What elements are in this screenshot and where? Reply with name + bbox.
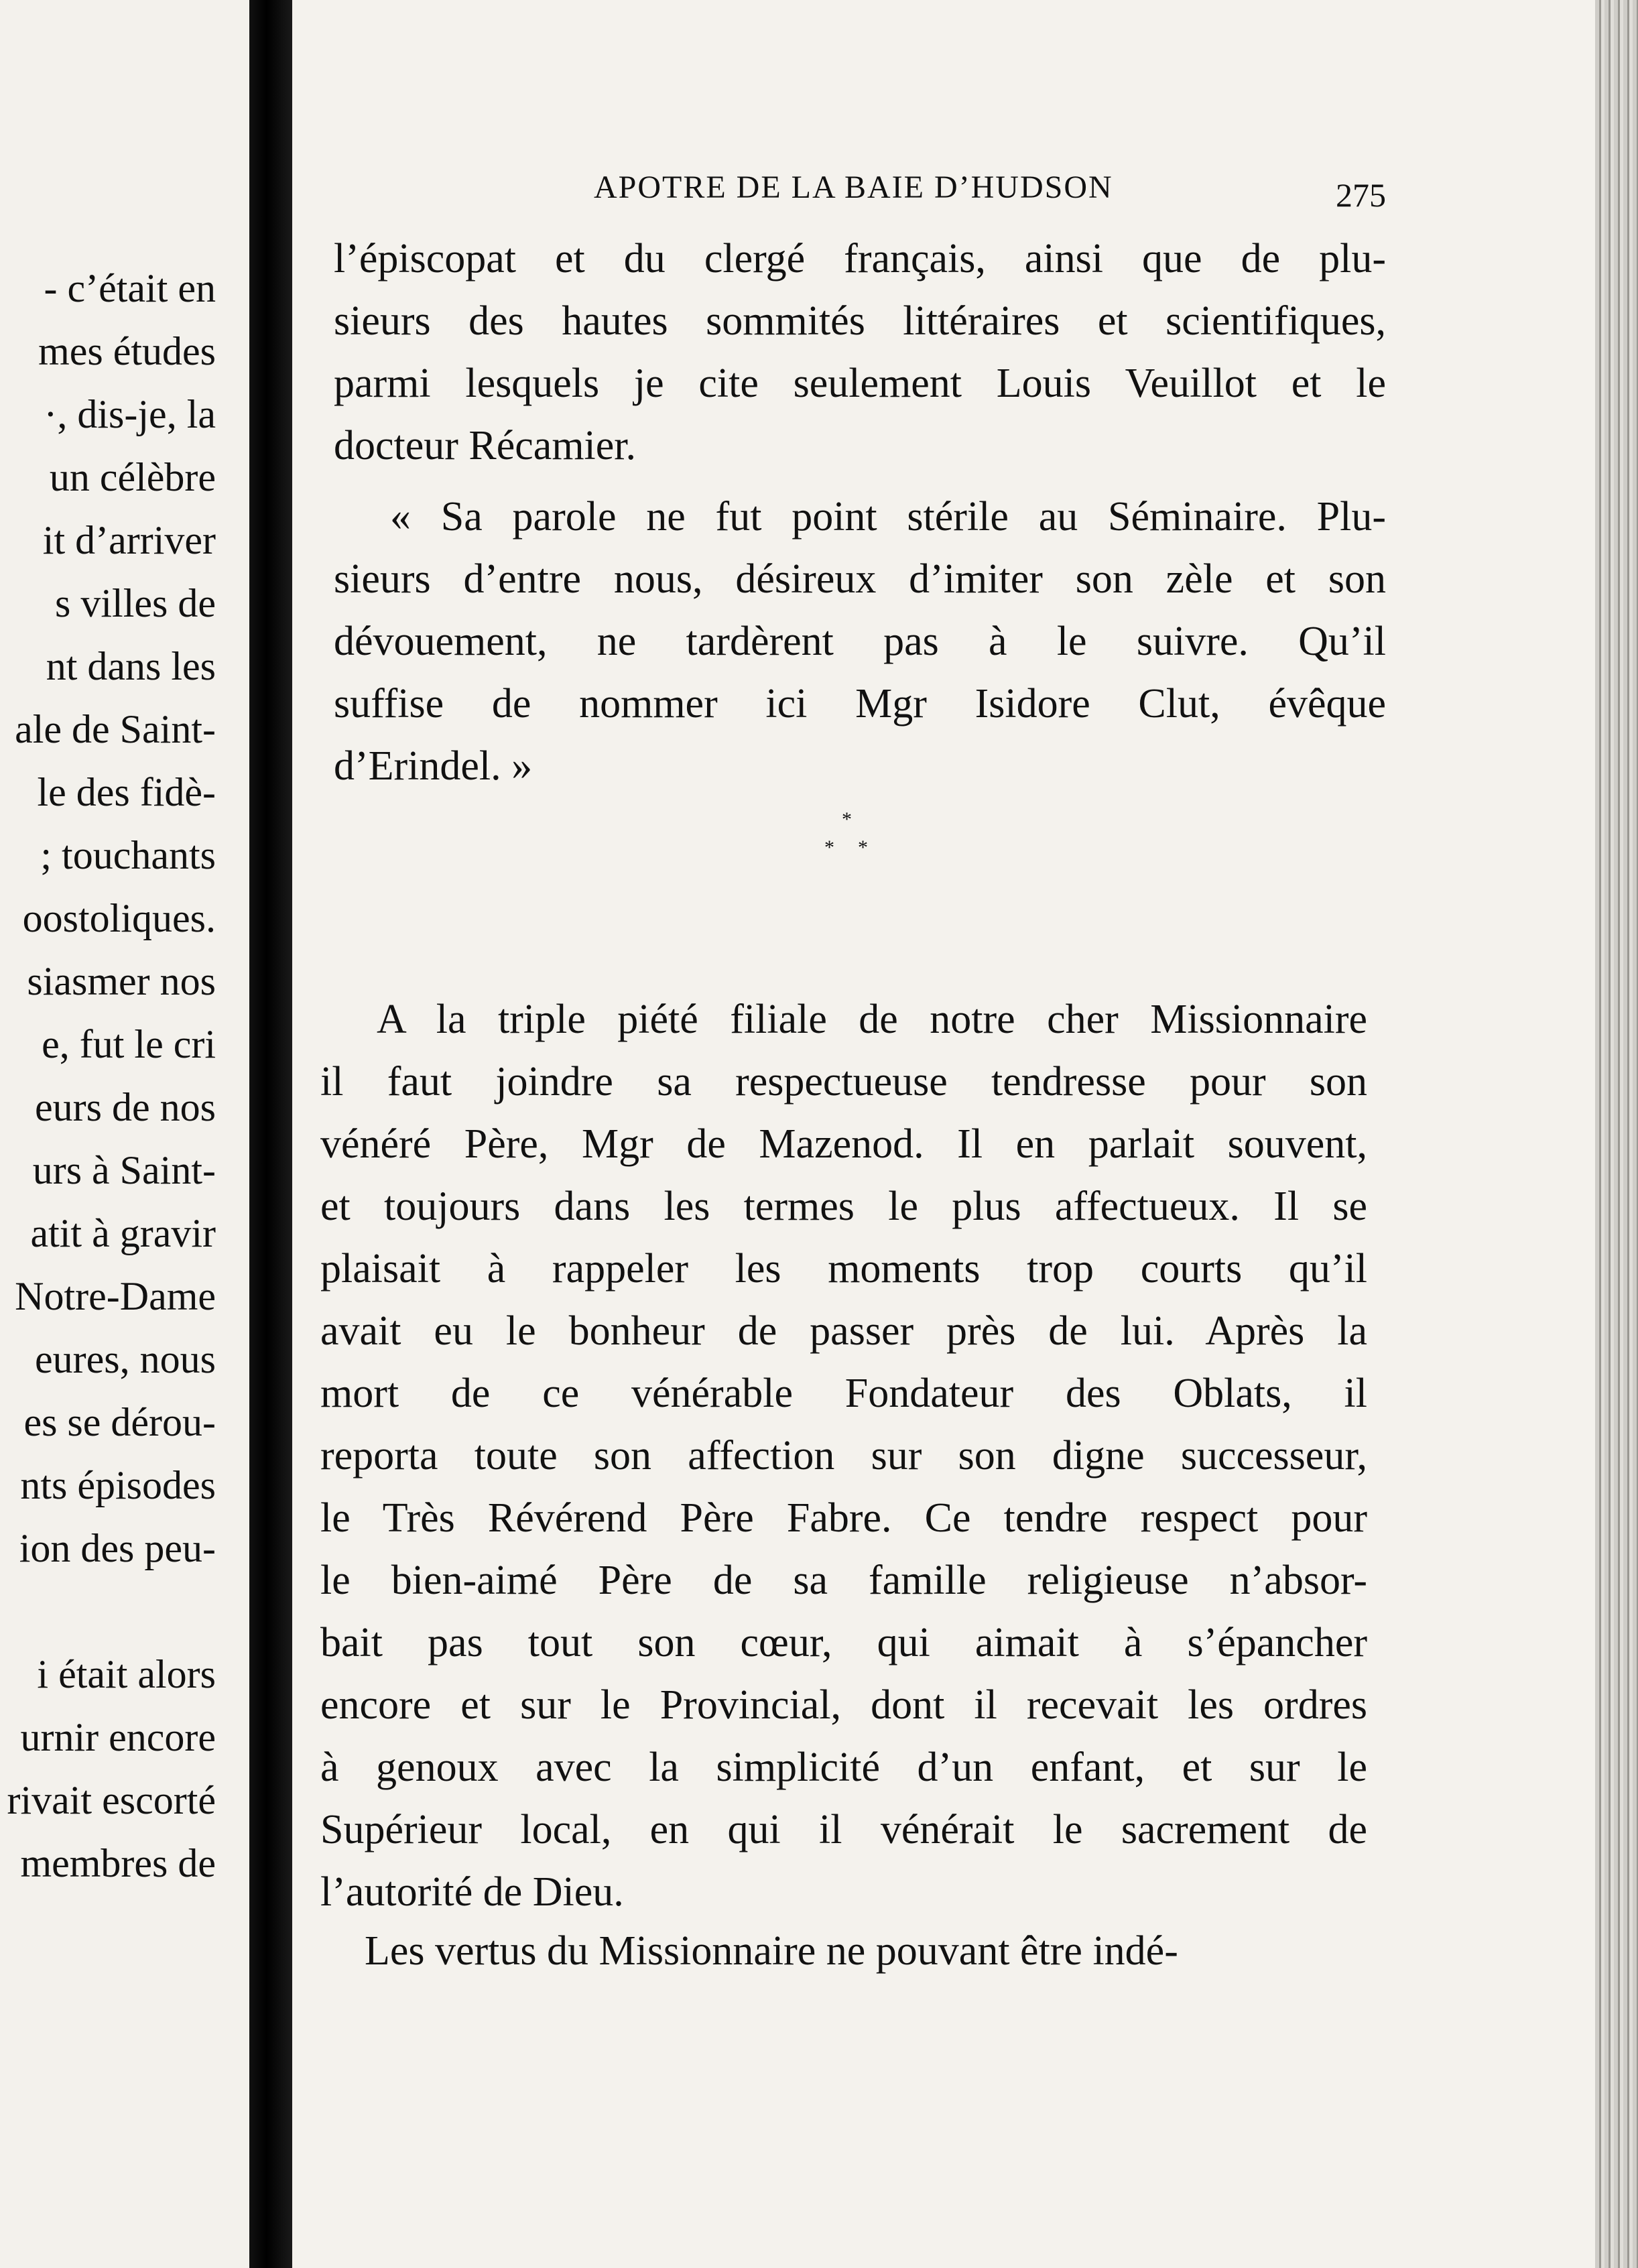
text-line: l’autorité de Dieu. bbox=[320, 1869, 624, 1915]
text-line: et toujours dans les termes le plus affectueux. Il se bbox=[320, 1184, 1367, 1229]
text-line: plaisait à rappeler les moments trop courts qu’il bbox=[320, 1246, 1367, 1292]
page-edges bbox=[1595, 0, 1638, 2268]
left-page-line: atit à gravir bbox=[30, 1211, 216, 1255]
page-number: 275 bbox=[1336, 176, 1386, 214]
text-line: encore et sur le Provincial, dont il recevait les ordres bbox=[320, 1682, 1367, 1728]
left-page-line: Notre-Dame bbox=[15, 1274, 216, 1318]
text-line: l’épiscopat et du clergé français, ainsi que de plu- bbox=[334, 236, 1386, 281]
left-page-line: i était alors bbox=[37, 1652, 216, 1696]
text-line: « Sa parole ne fut point stérile au Séminaire. Plu- bbox=[390, 494, 1386, 540]
left-page-line: nts épisodes bbox=[20, 1463, 216, 1507]
text-line: suffise de nommer ici Mgr Isidore Clut, évêque bbox=[334, 681, 1386, 727]
left-page-line: it d’arriver bbox=[42, 518, 216, 562]
left-page-line: eures, nous bbox=[35, 1337, 216, 1381]
text-line: mort de ce vénérable Fondateur des Oblats, il bbox=[320, 1371, 1367, 1416]
book-gutter bbox=[249, 0, 292, 2268]
left-page-line: oostoliques. bbox=[22, 896, 216, 940]
text-line: dévouement, ne tardèrent pas à le suivre. Qu’il bbox=[334, 619, 1386, 664]
left-page-line: siasmer nos bbox=[27, 959, 216, 1003]
left-page-line: ion des peu- bbox=[19, 1526, 216, 1570]
left-page-line: ale de Saint- bbox=[15, 707, 216, 751]
asterism-ornament: * * * bbox=[824, 808, 868, 859]
text-line: le bien-aimé Père de sa famille religieuse n’absor- bbox=[320, 1558, 1367, 1603]
left-page-line: urs à Saint- bbox=[32, 1148, 216, 1192]
text-line: Supérieur local, en qui il vénérait le sacrement de bbox=[320, 1807, 1367, 1852]
left-page-line: rivait escorté bbox=[7, 1778, 216, 1822]
text-line: parmi lesquels je cite seulement Louis Veuillot et le bbox=[334, 361, 1386, 406]
left-page-line: urnir encore bbox=[20, 1715, 216, 1759]
text-line: sieurs des hautes sommités littéraires et scientifiques, bbox=[334, 298, 1386, 344]
left-page-line: membres de bbox=[20, 1841, 216, 1885]
left-page-line: nt dans les bbox=[46, 644, 216, 688]
text-line: docteur Récamier. bbox=[334, 423, 637, 468]
left-page-line: mes études bbox=[38, 329, 216, 373]
left-page-line: eurs de nos bbox=[35, 1085, 216, 1129]
left-page-line: un célèbre bbox=[49, 455, 216, 499]
text-line: Les vertus du Missionnaire ne pouvant être indé- bbox=[365, 1928, 1178, 1974]
left-page-line: e, fut le cri bbox=[42, 1022, 216, 1066]
text-line: le Très Révérend Père Fabre. Ce tendre respect pour bbox=[320, 1495, 1367, 1541]
left-page-line: le des fidè- bbox=[37, 770, 216, 814]
text-line: A la triple piété filiale de notre cher Missionnaire bbox=[377, 997, 1367, 1042]
text-line: vénéré Père, Mgr de Mazenod. Il en parlait souvent, bbox=[320, 1121, 1367, 1167]
left-page-line: ·, dis-je, la bbox=[44, 392, 216, 436]
text-line: bait pas tout son cœur, qui aimait à s’épancher bbox=[320, 1620, 1367, 1665]
left-page-line: - c’était en bbox=[44, 266, 216, 310]
left-page-line: ; touchants bbox=[40, 833, 216, 877]
left-page-line: es se dérou- bbox=[23, 1400, 216, 1444]
text-line: à genoux avec la simplicité d’un enfant, et sur le bbox=[320, 1745, 1367, 1790]
text-line: il faut joindre sa respectueuse tendresse pour son bbox=[320, 1059, 1367, 1105]
previous-page-fragment bbox=[0, 0, 249, 2268]
left-page-line: s villes de bbox=[55, 581, 216, 625]
text-line: reporta toute son affection sur son digne successeur, bbox=[320, 1433, 1367, 1478]
text-line: d’Erindel. » bbox=[334, 743, 533, 789]
running-head: APOTRE DE LA BAIE D’HUDSON bbox=[594, 170, 1113, 205]
text-line: avait eu le bonheur de passer près de lui. Après la bbox=[320, 1308, 1367, 1354]
text-line: sieurs d’entre nous, désireux d’imiter son zèle et son bbox=[334, 556, 1386, 602]
